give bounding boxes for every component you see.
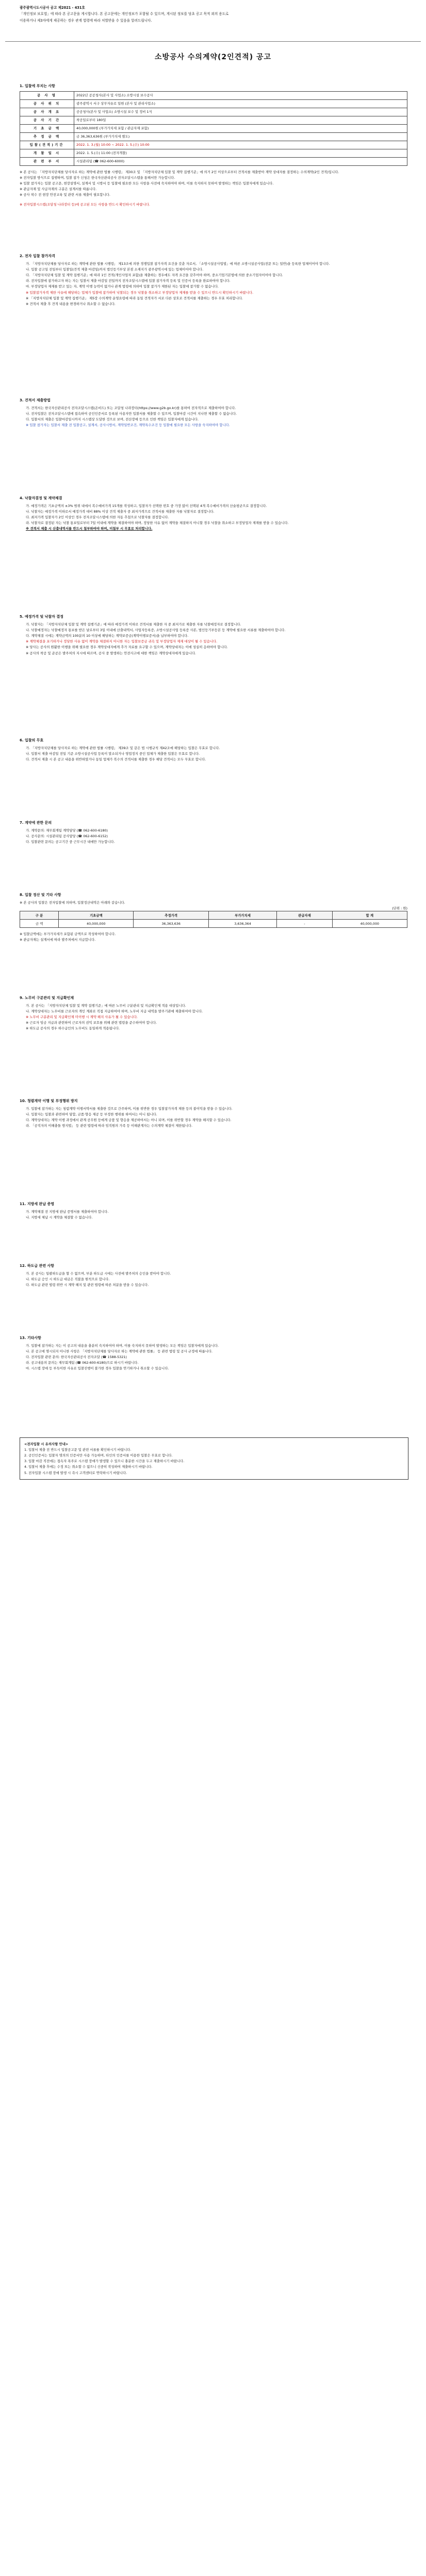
notice <box>20 5 406 35</box>
s8-lead: ※ 본 공사의 입찰은 전자입찰에 의하며, 입찰정산내역은 아래와 같습니다. <box>20 901 125 905</box>
section-7-heading: 7. 계약에 관한 문의 <box>20 821 52 825</box>
table-cell: 40,000,000 <box>59 920 134 928</box>
row-value: 40,000,000원 (부가가치세 포함 / 관급자재 포함) <box>74 125 407 133</box>
column-header: 부가가치세 <box>208 911 276 920</box>
table-header-row <box>20 911 407 920</box>
section-9 <box>20 989 407 1032</box>
row-value: 시설관리팀 (☎ 062-600-6000) <box>74 158 407 166</box>
list-item: 다. 계약상대자는 계약 이행 과정에서 관계 공무원 등에게 금품 및 향응을 제공하여서는 아니 되며, 이를 위반할 경우 계약을 해지할 수 있습니다. <box>26 1118 232 1123</box>
list-item: 가. 계약체결 전 지방세 완납 증명서를 제출하여야 합니다. <box>26 1210 109 1214</box>
section-11 <box>20 1195 407 1221</box>
table-cell: 40,000,000 <box>332 920 407 928</box>
section-6-heading: 6. 입찰의 무효 <box>20 738 44 742</box>
table-row <box>20 141 407 149</box>
section-11-heading: 11. 지방세 완납 증명 <box>20 1202 55 1206</box>
row-key: 공 사 명 <box>20 92 74 100</box>
section-6 <box>20 732 407 762</box>
section-1 <box>20 77 407 208</box>
section-5-heading: 5. 예정가격 및 낙찰자 결정 <box>20 615 63 619</box>
list-item: 다. 입찰서의 제출은 입찰마감일시까지 시스템상 도달한 것으로 보며, 전산장애 등으로 인한 책임은 입찰자에게 있습니다. <box>26 417 199 422</box>
section-3 <box>20 392 407 428</box>
row-key: 추 정 금 액 <box>20 133 74 141</box>
section-10 <box>20 1092 407 1129</box>
section-2-heading: 2. 전자 입찰 참가자격 <box>20 254 55 258</box>
column-header: 관급자재 <box>277 911 332 920</box>
list-item: ※ 견적서 제출 후 견적 내용을 변경하거나 취소할 수 없습니다. <box>26 301 116 306</box>
section-10-heading: 10. 청렴계약 이행 및 부정행위 방지 <box>20 1099 78 1103</box>
list-item: 라. 「공직자의 이해충돌 방지법」 등 관련 법령에 따라 임직원의 가족 등 이해관계자는 수의계약 체결이 제한됩니다. <box>26 1124 193 1128</box>
list-item: 다. 입찰관련 문의는 공고기간 중 근무시간 내에만 가능합니다. <box>26 840 115 844</box>
row-value: 2022년 공공청사(본사 및 사업소) 소방시설 보수공사 <box>74 92 407 100</box>
row-key: 개 찰 일 시 <box>20 149 74 158</box>
row-key: 관 련 부 서 <box>20 158 74 166</box>
s1-note: ※ 관급자재 및 사급자재의 구분은 설계서를 따릅니다. <box>20 187 97 192</box>
section-8-heading: 8. 입찰 정산 및 기타 사항 <box>20 893 61 897</box>
row-key: 공 사 기 간 <box>20 116 74 125</box>
warning-note: ※ 노무비 구분관리 및 지급확인제 미이행 시 계약 해지 사유가 될 수 있습니다. <box>26 1015 138 1020</box>
list-item: 나. 하도급 승인 시 하도급 대금은 직불을 원칙으로 합니다. <box>26 1277 110 1282</box>
row-value: 광주광역시 서구 상무자유로 일원 (본사 및 관리사업소) <box>74 100 407 108</box>
list-item: 가. 계약문의: 재무회계팀 계약담당 (☎ 062-600-6180) <box>26 828 108 833</box>
list-item: 나. 본 공고에 명시되지 아니한 사항은 「지방자치단체를 당사자로 하는 계약에 관한 법률」 등 관련 법령 및 공사 규정에 따릅니다. <box>26 1349 213 1354</box>
list-item: 나. 낙찰예정자는 낙찰예정자 통보를 받은 날로부터 3일 이내에 산출내역서, 사업자등록증, 소방시설공사업 등록증 사본, 법인등기부등본 등 계약에 필요한 서류를 제출하여야 합니다. <box>26 628 286 633</box>
table-cell: 금 액 <box>20 920 59 928</box>
list-item: 마. 부정당업자 제재를 받고 있는 자, 계약 이행 능력이 없거나 관계 법령에 의하여 입찰 참가가 제한된 자는 입찰에 참가할 수 없습니다. <box>26 284 219 289</box>
table-row <box>20 158 407 166</box>
s8-note: ※ 관급자재는 설계서에 따라 발주처에서 지급합니다. <box>20 938 96 942</box>
info-note: ※ 입찰 참가자는 입찰서 제출 전 입찰공고, 설계서, 공사시방서, 계약일반조건, 계약특수조건 등 입찰에 필요한 모든 사항을 숙지하여야 합니다. <box>26 423 230 428</box>
table-cell: 36,363,636 <box>134 920 208 928</box>
section-8 <box>20 886 407 943</box>
s8-note: ※ 입찰금액에는 부가가치세가 포함된 금액으로 작성하여야 합니다. <box>20 932 116 937</box>
table-row <box>20 108 407 116</box>
section-12 <box>20 1257 407 1288</box>
section-13 <box>20 1329 407 1372</box>
section-2 <box>20 247 407 307</box>
list-item: 마. 시스템 장애 등 부득이한 사유로 입찰진행이 불가한 경우 입찰을 연기하거나 취소할 수 있습니다. <box>26 1366 169 1371</box>
box-line: 5. 전자입찰 시스템 장애 발생 시 즉시 고객센터로 연락하시기 바랍니다. <box>24 1470 127 1475</box>
s1-note: ※ 본 공사는 「지방자치단체를 당사자로 하는 계약에 관한 법률 시행령」 제30조 및 「지방자치단체 입찰 및 계약 집행기준」에 의거 2인 이상으로부터 견적서를 제출받아 계약 상대자를 결정하는 수의계약(2인 견적)입니다. <box>20 170 339 175</box>
list-item: 가. 예정가격은 기초금액의 ±3% 범위 내에서 복수예비가격 15개를 작성하고, 입찰자가 선택한 번호 중 가장 많이 선택된 4개 복수예비가격의 산술평균으로 결정합니다. <box>26 504 267 509</box>
notice-line-2: 이용하거나 제3자에게 제공하는 경우 관계 법령에 따라 처벌받을 수 있음을 알려드립니다. <box>20 18 152 23</box>
list-item: 나. 입찰 공고일 전일부터 입찰일(견적 제출 마감일)까지 법인등기부상 본점 소재지가 광주광역시에 있는 업체이어야 합니다. <box>26 267 204 272</box>
notice-label: 광주광역시도시공사 공고 제2021 - 431호 <box>20 6 85 10</box>
list-item: 라. 낙찰자로 결정된 자는 낙찰 통보일로부터 7일 이내에 계약을 체결하여야 하며, 정당한 사유 없이 계약을 체결하지 아니할 경우 낙찰을 취소하고 부정당업자 제재를 받을 수 있습니다. <box>26 521 289 526</box>
list-item: 나. 입찰자는 입찰과 관련하여 담합, 금품·향응 제공 등 부정한 행위를 하여서는 아니 됩니다. <box>26 1112 157 1117</box>
list-item: 가. 입찰에 참가하는 자는 청렴계약 이행서약서를 제출한 것으로 간주하며, 이를 위반한 경우 입찰참가자격 제한 등의 불이익을 받을 수 있습니다. <box>26 1107 233 1111</box>
column-header: 추정가격 <box>134 911 208 920</box>
column-header: 기초금액 <box>59 911 134 920</box>
table-cell: 3,636,364 <box>208 920 276 928</box>
list-item: 라. 공고내용의 문의는 재무회계팀 (☎ 062-600-6180)으로 하시기 바랍니다. <box>26 1361 139 1365</box>
bid-overview-table <box>20 91 407 166</box>
emphasis-note: ※ 견적서 제출 시 산출내역서를 반드시 첨부하여야 하며, 미첨부 시 무효로 처리합니다. <box>26 527 153 531</box>
list-item: 나. 지방세 체납 시 계약을 체결할 수 없습니다. <box>26 1215 93 1220</box>
top-divider <box>5 41 421 42</box>
bidding-guide-box <box>20 1437 408 1480</box>
s1-note: ※ 입찰 참가자는 입찰 공고문, 현장설명서, 설계서 및 시방서 등 입찰에 필요한 모든 사항을 사전에 숙지하여야 하며, 이를 숙지하지 못하여 발생하는 책임은 입찰자에게 있습니다. <box>20 181 274 186</box>
list-item: 나. 입찰서 제출 마감일 전일 기준 소방시설공사업 등록이 말소되거나 영업정지 중인 업체가 제출한 입찰은 무효로 합니다. <box>26 752 200 756</box>
section-4 <box>20 489 407 532</box>
table-row <box>20 920 407 928</box>
section-5 <box>20 608 407 656</box>
box-line: 4. 입찰서 제출 후에는 수정 또는 취소할 수 없으니 신중히 작성하여 제출하시기 바랍니다. <box>24 1465 153 1469</box>
list-item: ※ 「지방자치단체 입찰 및 계약 집행기준」 제5장 수의계약 운영요령에 따라 동일 견적자가 서로 다른 상호로 견적서를 제출하는 경우 무효 처리합니다. <box>26 296 243 300</box>
notice-line-1: 「개인정보 보호법」에 따라 본 공고문을 게시합니다. 본 공고문에는 개인정보가 포함될 수 있으며, 게시된 정보를 당초 공고 목적 외의 용도로 <box>20 12 229 16</box>
section-13-heading: 13. 기타사항 <box>20 1336 41 1340</box>
list-item: 나. 계약상대자는 노무비를 근로자의 개인 계좌로 직접 지급하여야 하며, 노무비 지급 내역을 발주기관에 제출하여야 합니다. <box>26 1009 203 1014</box>
row-value: 2022. 1. 5.(수) 11:00 (전자개찰) <box>74 149 407 158</box>
table-cell: - <box>277 920 332 928</box>
s1-note: ※ 전자입찰 방식으로 집행하며, 입찰 참가 신청은 한국자산관리공사 전자조달시스템을 통해서만 가능합니다. <box>20 176 175 180</box>
list-item: 가. 입찰에 참가하는 자는 이 공고의 내용을 충분히 숙지하여야 하며, 이를 숙지하지 못하여 발생하는 모든 책임은 입찰자에게 있습니다. <box>26 1344 219 1348</box>
section-1-heading: 1. 입찰에 부치는 사항 <box>20 84 55 88</box>
list-item: 다. 계약체결 시에는 계약금액의 100분의 10 이상에 해당하는 계약보증금(계약이행보증서)을 납부하여야 합니다. <box>26 634 189 638</box>
list-item: 다. 전자입찰 관련 문의: 한국자산관리공사 전자조달 (☎ 1588-5321) <box>26 1355 127 1360</box>
box-line: 2. 공인인증서는 입찰자 명의의 인증서만 사용 가능하며, 타인의 인증서를 이용한 입찰은 무효로 합니다. <box>24 1453 173 1458</box>
row-key: 기 초 금 액 <box>20 125 74 133</box>
list-item: 가. 「지방자치단체를 당사자로 하는 계약에 관한 법률 시행령」 제39조 및 같은 법 시행규칙 제42조에 해당하는 입찰은 무효로 합니다. <box>26 746 220 751</box>
section-3-heading: 3. 견적서 제출방법 <box>20 398 51 402</box>
table-row <box>20 100 407 108</box>
list-item: ※ 공사의 착공 및 준공은 발주처의 지시에 따르며, 공사 중 발생하는 안전사고에 대한 책임은 계약상대자에게 있습니다. <box>26 651 196 655</box>
row-key: 공 사 위 치 <box>20 100 74 108</box>
list-item: 다. 「지방자치단체 입찰 및 계약 집행기준」에 따라 1인 견적(개인사업자 포함)을 제출하는 경우에도 자격 요건을 갖추어야 하며, 중소기업기본법에 의한 중소기업자이어야 합니다. <box>26 273 283 278</box>
section-4-heading: 4. 낙찰자결정 및 계약체결 <box>20 496 62 500</box>
section-9-heading: 9. 노무비 구분관리 및 지급확인제 <box>20 996 74 1000</box>
list-item: 가. 견적서는 한국자산관리공사 전자조달시스템(온비드) 또는 조달청 나라장터(https://www.g2b.go.kr)를 통하여 전자적으로 제출하여야 합니다. <box>26 406 236 411</box>
unit-label: (단위 : 원) <box>392 906 407 911</box>
list-item: 다. 하도급 관련 법령 위반 시 계약 해지 및 관련 법령에 따른 처분을 받을 수 있습니다. <box>26 1283 149 1287</box>
section-12-heading: 12. 하도급 관련 사항 <box>20 1264 55 1268</box>
price-table <box>20 911 407 928</box>
page-title: 소방공사 수의계약(2인견적) 공고 <box>154 53 272 61</box>
table-row <box>20 116 407 125</box>
row-key: 공 사 개 요 <box>20 108 74 116</box>
list-item: 나. 낙찰자는 예정가격 이하로서 예정가격 대비 88% 이상 견적 제출자 중 최저가격으로 견적서를 제출한 자를 낙찰자로 결정합니다. <box>26 510 215 514</box>
box-line: 3. 입찰 마감 직전에는 접속자 폭주로 시스템 장애가 발생할 수 있으니 충분한 시간을 두고 제출하시기 바랍니다. <box>24 1459 185 1464</box>
list-item: 가. 본 공사는 일괄하도급을 할 수 없으며, 부분 하도급 시에는 사전에 발주처의 승인을 받아야 합니다. <box>26 1272 171 1276</box>
table-row <box>20 125 407 133</box>
list-item: 나. 공사문의: 시설관리팀 공사담당 (☎ 062-600-6152) <box>26 834 108 839</box>
column-header: 구 분 <box>20 911 59 920</box>
row-value: 공공청사(본사 및 사업소) 소방시설 보수 및 정비 1식 <box>74 108 407 116</box>
list-item: ※ 근로자 임금 지급과 관련하여 근로자의 권익 보호를 위해 관련 법령을 준수하여야 합니다. <box>26 1021 157 1025</box>
column-header: 합 계 <box>332 911 407 920</box>
row-value: 2022. 1. 3.(월) 10:00 ~ 2022. 1. 5.(수) 10:00 <box>74 141 407 149</box>
table-row <box>20 92 407 100</box>
box-line: 1. 입찰서 제출 전 반드시 입찰공고문 및 관련 서류를 확인하시기 바랍니다. <box>24 1448 132 1452</box>
box-title: <전자입찰 시 유의사항 안내> <box>24 1442 69 1446</box>
list-item: ※ 하도급 공사의 경우 하수급인의 노무비도 동일하게 적용됩니다. <box>26 1026 120 1031</box>
list-item: ※ 당사는 공사의 원활한 이행을 위해 필요한 경우 계약상대자에게 추가 자료를 요구할 수 있으며, 계약상대자는 이에 성실히 응하여야 합니다. <box>26 645 228 650</box>
list-item: 가. 낙찰자는 「지방자치단체 입찰 및 계약 집행기준」에 따라 예정가격 이하로 견적서를 제출한 자 중 최저가로 제출한 자를 낙찰예정자로 결정합니다. <box>26 622 241 627</box>
warning-note: ※ 계약체결을 포기하거나 정당한 사유 없이 계약을 체결하지 아니한 자는 입찰보증금 귀속 및 부정당업자 제재 대상이 될 수 있습니다. <box>26 639 218 644</box>
table-row <box>20 133 407 141</box>
table-row <box>20 149 407 158</box>
s1-note: ※ 공사 착수 전 현장 안전교육 및 관련 서류 제출이 필요합니다. <box>20 193 110 197</box>
row-value: 금 36,363,636원 (부가가치세 별도) <box>74 133 407 141</box>
warning-note: ※ 입찰참가자격 제한 사유에 해당하는 업체가 입찰에 참가하여 낙찰되는 경우 낙찰을 취소하고 부정당업자 제재를 받을 수 있으니 반드시 확인하시기 바랍니다. <box>26 290 254 295</box>
list-item: 다. 최저가격 입찰자가 2인 이상인 경우 전자조달시스템에 의한 자동 추첨으로 낙찰자를 결정합니다. <box>26 515 169 520</box>
row-key: 입찰(견적)기간 <box>20 141 74 149</box>
list-item: 나. 전자입찰은 전자조달시스템에 접속하여 공인인증서로 등록된 사용자만 입찰서를 제출할 수 있으며, 입찰마감 시간이 지나면 제출할 수 없습니다. <box>26 412 237 416</box>
list-item: 다. 견적서 제출 시 본 공고 내용을 위반하였거나 동일 업체가 복수의 견적서를 제출한 경우 해당 견적서는 모두 무효로 합니다. <box>26 757 206 762</box>
list-item: 가. 「지방자치단체를 당사자로 하는 계약에 관한 법률 시행령」 제13조에 의한 경쟁입찰 참가자격 요건을 갖춘 자로서, 「소방시설공사업법」에 따른 소방시설공사업(전문 또는 일반)을 등록한 업체이어야 합니다. <box>26 262 330 266</box>
list-item: 라. 전자입찰에 참가하고자 하는 자는 입찰서 제출 마감일 전일까지 전자조달시스템에 입찰 참가자격 등록 및 인증서 등록을 완료하여야 합니다. <box>26 279 231 283</box>
s1-sub-note: ※ 전자입찰시스템(조달청 나라장터 등)에 공고된 모든 사항을 반드시 확인하시기 바랍니다. <box>20 202 150 207</box>
section-7 <box>20 814 407 845</box>
row-value: 착공일로부터 180일 <box>74 116 407 125</box>
list-item: 가. 본 공사는 「지방자치단체 입찰 및 계약 집행기준」에 따른 노무비 구분관리 및 지급확인제 적용 대상입니다. <box>26 1004 186 1008</box>
